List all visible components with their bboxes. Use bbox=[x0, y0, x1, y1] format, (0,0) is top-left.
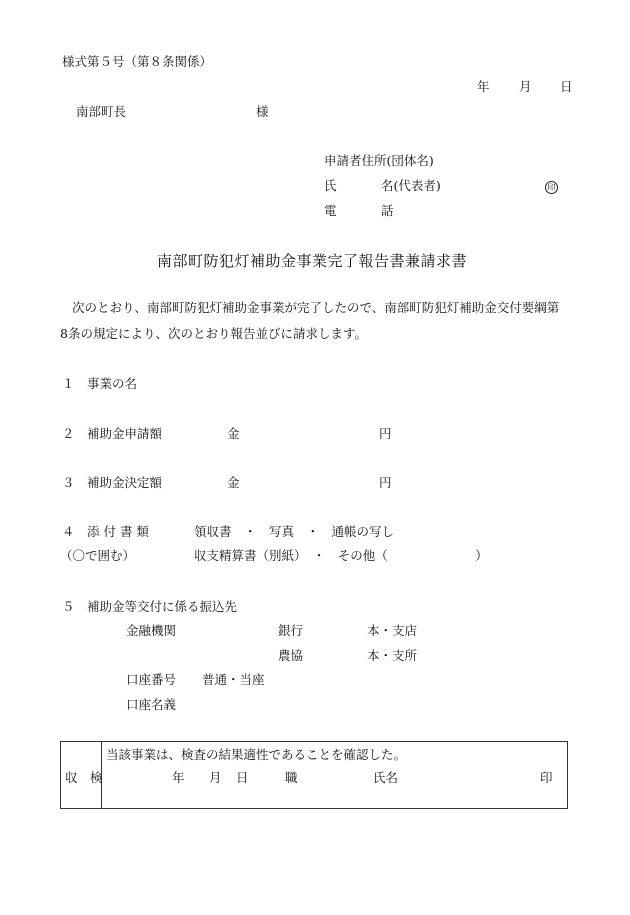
item4-note: （〇で囲む） bbox=[60, 548, 136, 563]
inspection-seal: 印 bbox=[540, 770, 553, 785]
item4-label: 添 付 書 類 bbox=[87, 524, 149, 539]
inspection-day: 日 bbox=[236, 770, 249, 785]
inspection-year: 年 bbox=[172, 770, 185, 785]
bank-label: 銀行 bbox=[278, 623, 304, 638]
applicant-phone-label-1: 電 bbox=[324, 203, 337, 218]
addressee-honorific: 様 bbox=[256, 104, 269, 119]
institution-label: 金融機関 bbox=[126, 623, 177, 638]
item2-number: ２ bbox=[62, 426, 75, 441]
applicant-name-label-2: 名(代表者) bbox=[381, 178, 441, 193]
item4-number: ４ bbox=[62, 524, 75, 539]
item3-unit: 円 bbox=[379, 475, 392, 490]
applicant-seal bbox=[545, 180, 558, 194]
date-year: 年 bbox=[477, 79, 490, 94]
item3-number: ３ bbox=[62, 475, 75, 490]
applicant-phone-label-2: 話 bbox=[381, 203, 394, 218]
item3-label: 補助金決定額 bbox=[87, 475, 163, 490]
account-number-label: 口座番号 bbox=[126, 672, 177, 687]
date-day: 日 bbox=[560, 79, 573, 94]
inspection-label: 収 検 bbox=[65, 770, 103, 785]
date-month: 月 bbox=[519, 79, 532, 94]
item3-prefix: 金 bbox=[227, 475, 240, 490]
item2-unit: 円 bbox=[379, 426, 392, 441]
applicant-address-label: 申請者住所(団体名) bbox=[324, 153, 434, 168]
item5-number: ５ bbox=[62, 599, 75, 614]
form-number: 様式第５号（第８条関係） bbox=[62, 54, 213, 69]
item2-label: 補助金申請額 bbox=[87, 426, 163, 441]
item1-label: 事業の名 bbox=[87, 376, 138, 391]
inspection-box bbox=[60, 741, 568, 809]
inspection-position: 職 bbox=[285, 770, 298, 785]
applicant-name-label-1: 氏 bbox=[324, 178, 337, 193]
seal-mark: 印 bbox=[545, 181, 558, 194]
inspection-name: 氏名 bbox=[373, 770, 399, 785]
inspection-statement: 当該事業は、検査の結果適性であることを確認した。 bbox=[106, 747, 407, 762]
account-type: 普通・当座 bbox=[202, 672, 265, 687]
inspection-month: 月 bbox=[209, 770, 222, 785]
item4-line-2: 収支精算書（別紙） ・ その他（ ） bbox=[194, 548, 488, 563]
account-name-label: 口座名義 bbox=[126, 697, 177, 712]
document-title: 南部町防犯灯補助金事業完了報告書兼請求書 bbox=[157, 252, 468, 270]
body-line-2: 8条の規定により、次のとおり報告並びに請求します。 bbox=[60, 326, 367, 341]
body-line-1: 次のとおり、南部町防犯灯補助金事業が完了したので、南部町防犯灯補助金交付要綱第 bbox=[72, 300, 560, 315]
coop-label: 農協 bbox=[278, 648, 304, 663]
item2-prefix: 金 bbox=[227, 426, 240, 441]
item5-label: 補助金等交付に係る振込先 bbox=[87, 599, 238, 614]
addressee-name: 南部町長 bbox=[76, 104, 127, 119]
item4-line-1: 領収書 ・ 写真 ・ 通帳の写し bbox=[194, 524, 395, 539]
coop-branch-label: 本・支所 bbox=[367, 648, 418, 663]
item1-number: １ bbox=[62, 376, 75, 391]
bank-branch-label: 本・支店 bbox=[367, 623, 418, 638]
